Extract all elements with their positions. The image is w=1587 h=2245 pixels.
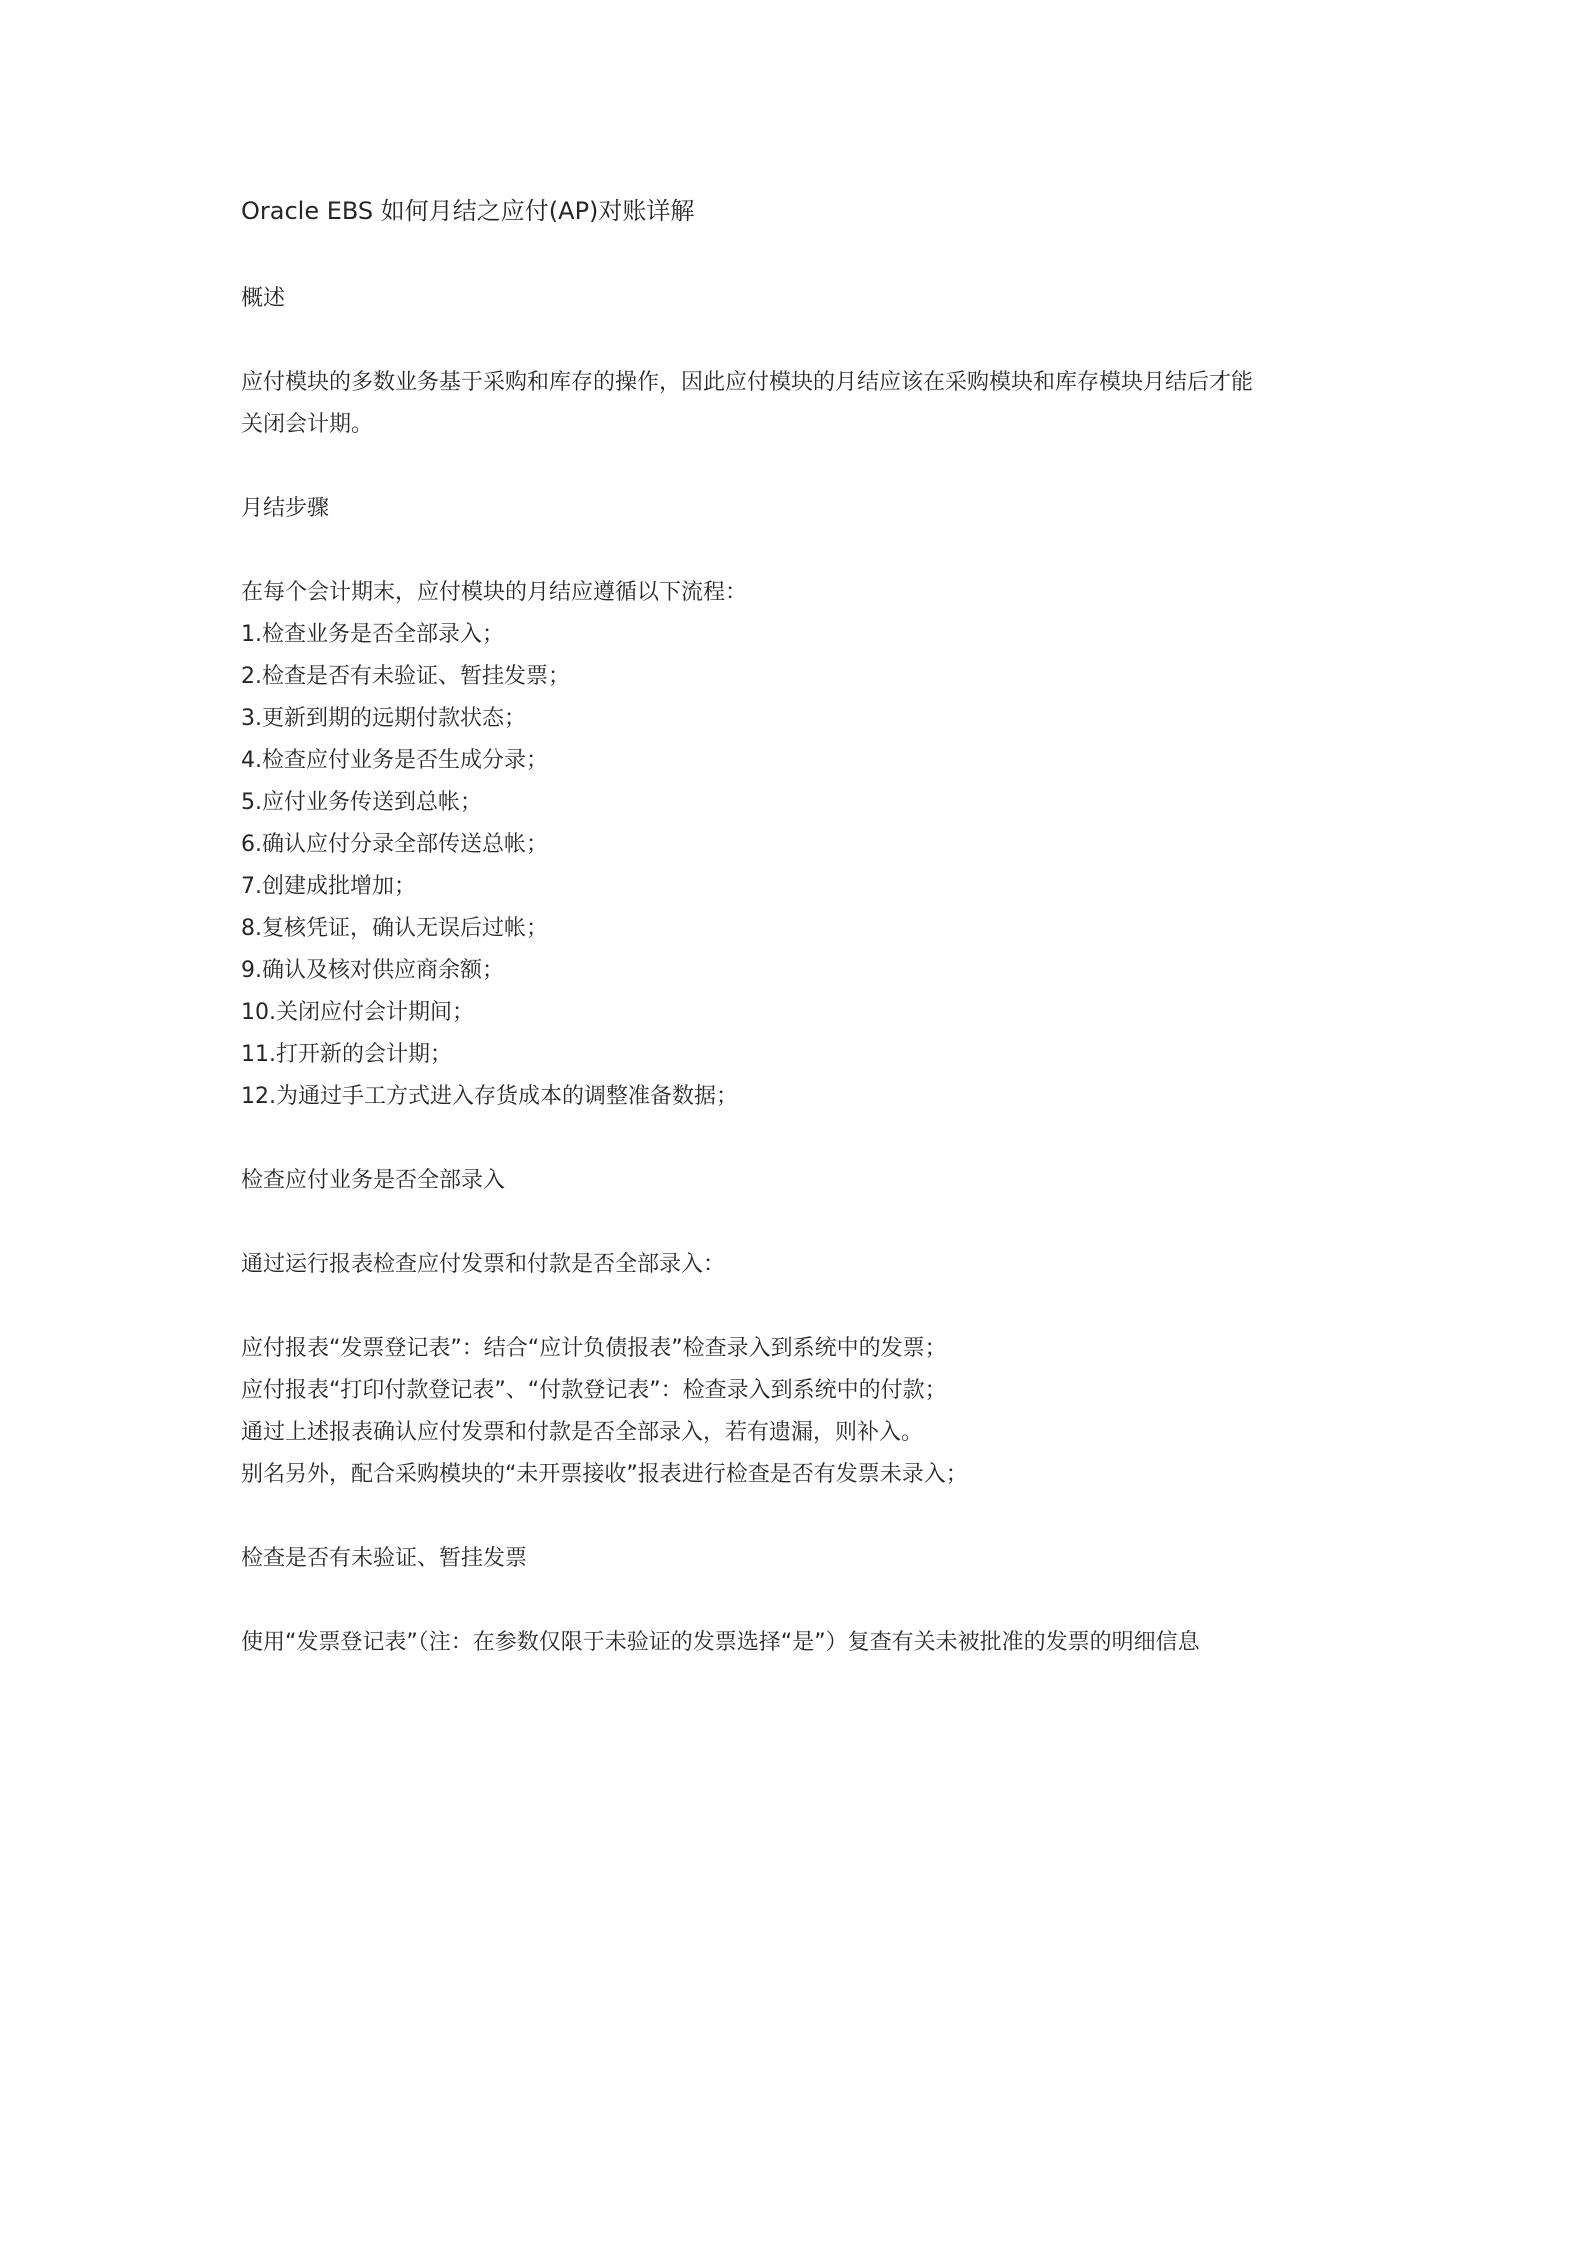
section2-heading: 检查是否有未验证、暂挂发票 [241, 1546, 528, 1571]
step-item: 4.检查应付业务是否生成分录； [241, 748, 548, 773]
section1-line: 应付报表“打印付款登记表”、“付款登记表”：检查录入到系统中的付款； [241, 1378, 947, 1403]
document-title: Oracle EBS 如何月结之应付(AP)对账详解 [241, 197, 695, 225]
step-item: 10.关闭应付会计期间； [241, 1000, 474, 1025]
section1-line: 应付报表“发票登记表”：结合“应计负债报表”检查录入到系统中的发票； [241, 1336, 947, 1361]
section1-line: 通过上述报表确认应付发票和付款是否全部录入，若有遗漏，则补入。 [241, 1420, 924, 1445]
step-item: 6.确认应付分录全部传送总帐； [241, 832, 548, 857]
step-item: 2.检查是否有未验证、暂挂发票； [241, 664, 570, 689]
overview-heading: 概述 [241, 286, 286, 311]
section2-paragraph: 使用“发票登记表”（注：在参数仅限于未验证的发票选择“是”）复查有关未被批准的发票的明细信息 [241, 1630, 1200, 1655]
step-item: 11.打开新的会计期； [241, 1042, 452, 1067]
step-item: 7.创建成批增加； [241, 874, 416, 899]
section1-line: 别名另外，配合采购模块的“未开票接收”报表进行检查是否有发票未录入； [241, 1462, 968, 1487]
section1-heading: 检查应付业务是否全部录入 [241, 1168, 506, 1193]
step-item: 8.复核凭证，确认无误后过帐； [241, 916, 548, 941]
step-item: 1.检查业务是否全部录入； [241, 622, 504, 647]
section1-intro: 通过运行报表检查应付发票和付款是否全部录入： [241, 1252, 726, 1277]
step-item: 5.应付业务传送到总帐； [241, 790, 482, 815]
steps-heading: 月结步骤 [241, 496, 330, 521]
overview-paragraph-line-1: 应付模块的多数业务基于采购和库存的操作，因此应付模块的月结应该在采购模块和库存模块月结后才能 [241, 370, 1254, 395]
step-item: 12.为通过手工方式进入存货成本的调整准备数据； [241, 1084, 738, 1109]
overview-paragraph-line-2: 关闭会计期。 [241, 412, 374, 437]
steps-intro: 在每个会计期末，应付模块的月结应遵循以下流程： [241, 580, 748, 605]
step-item: 9.确认及核对供应商余额； [241, 958, 504, 983]
step-item: 3.更新到期的远期付款状态； [241, 706, 526, 731]
